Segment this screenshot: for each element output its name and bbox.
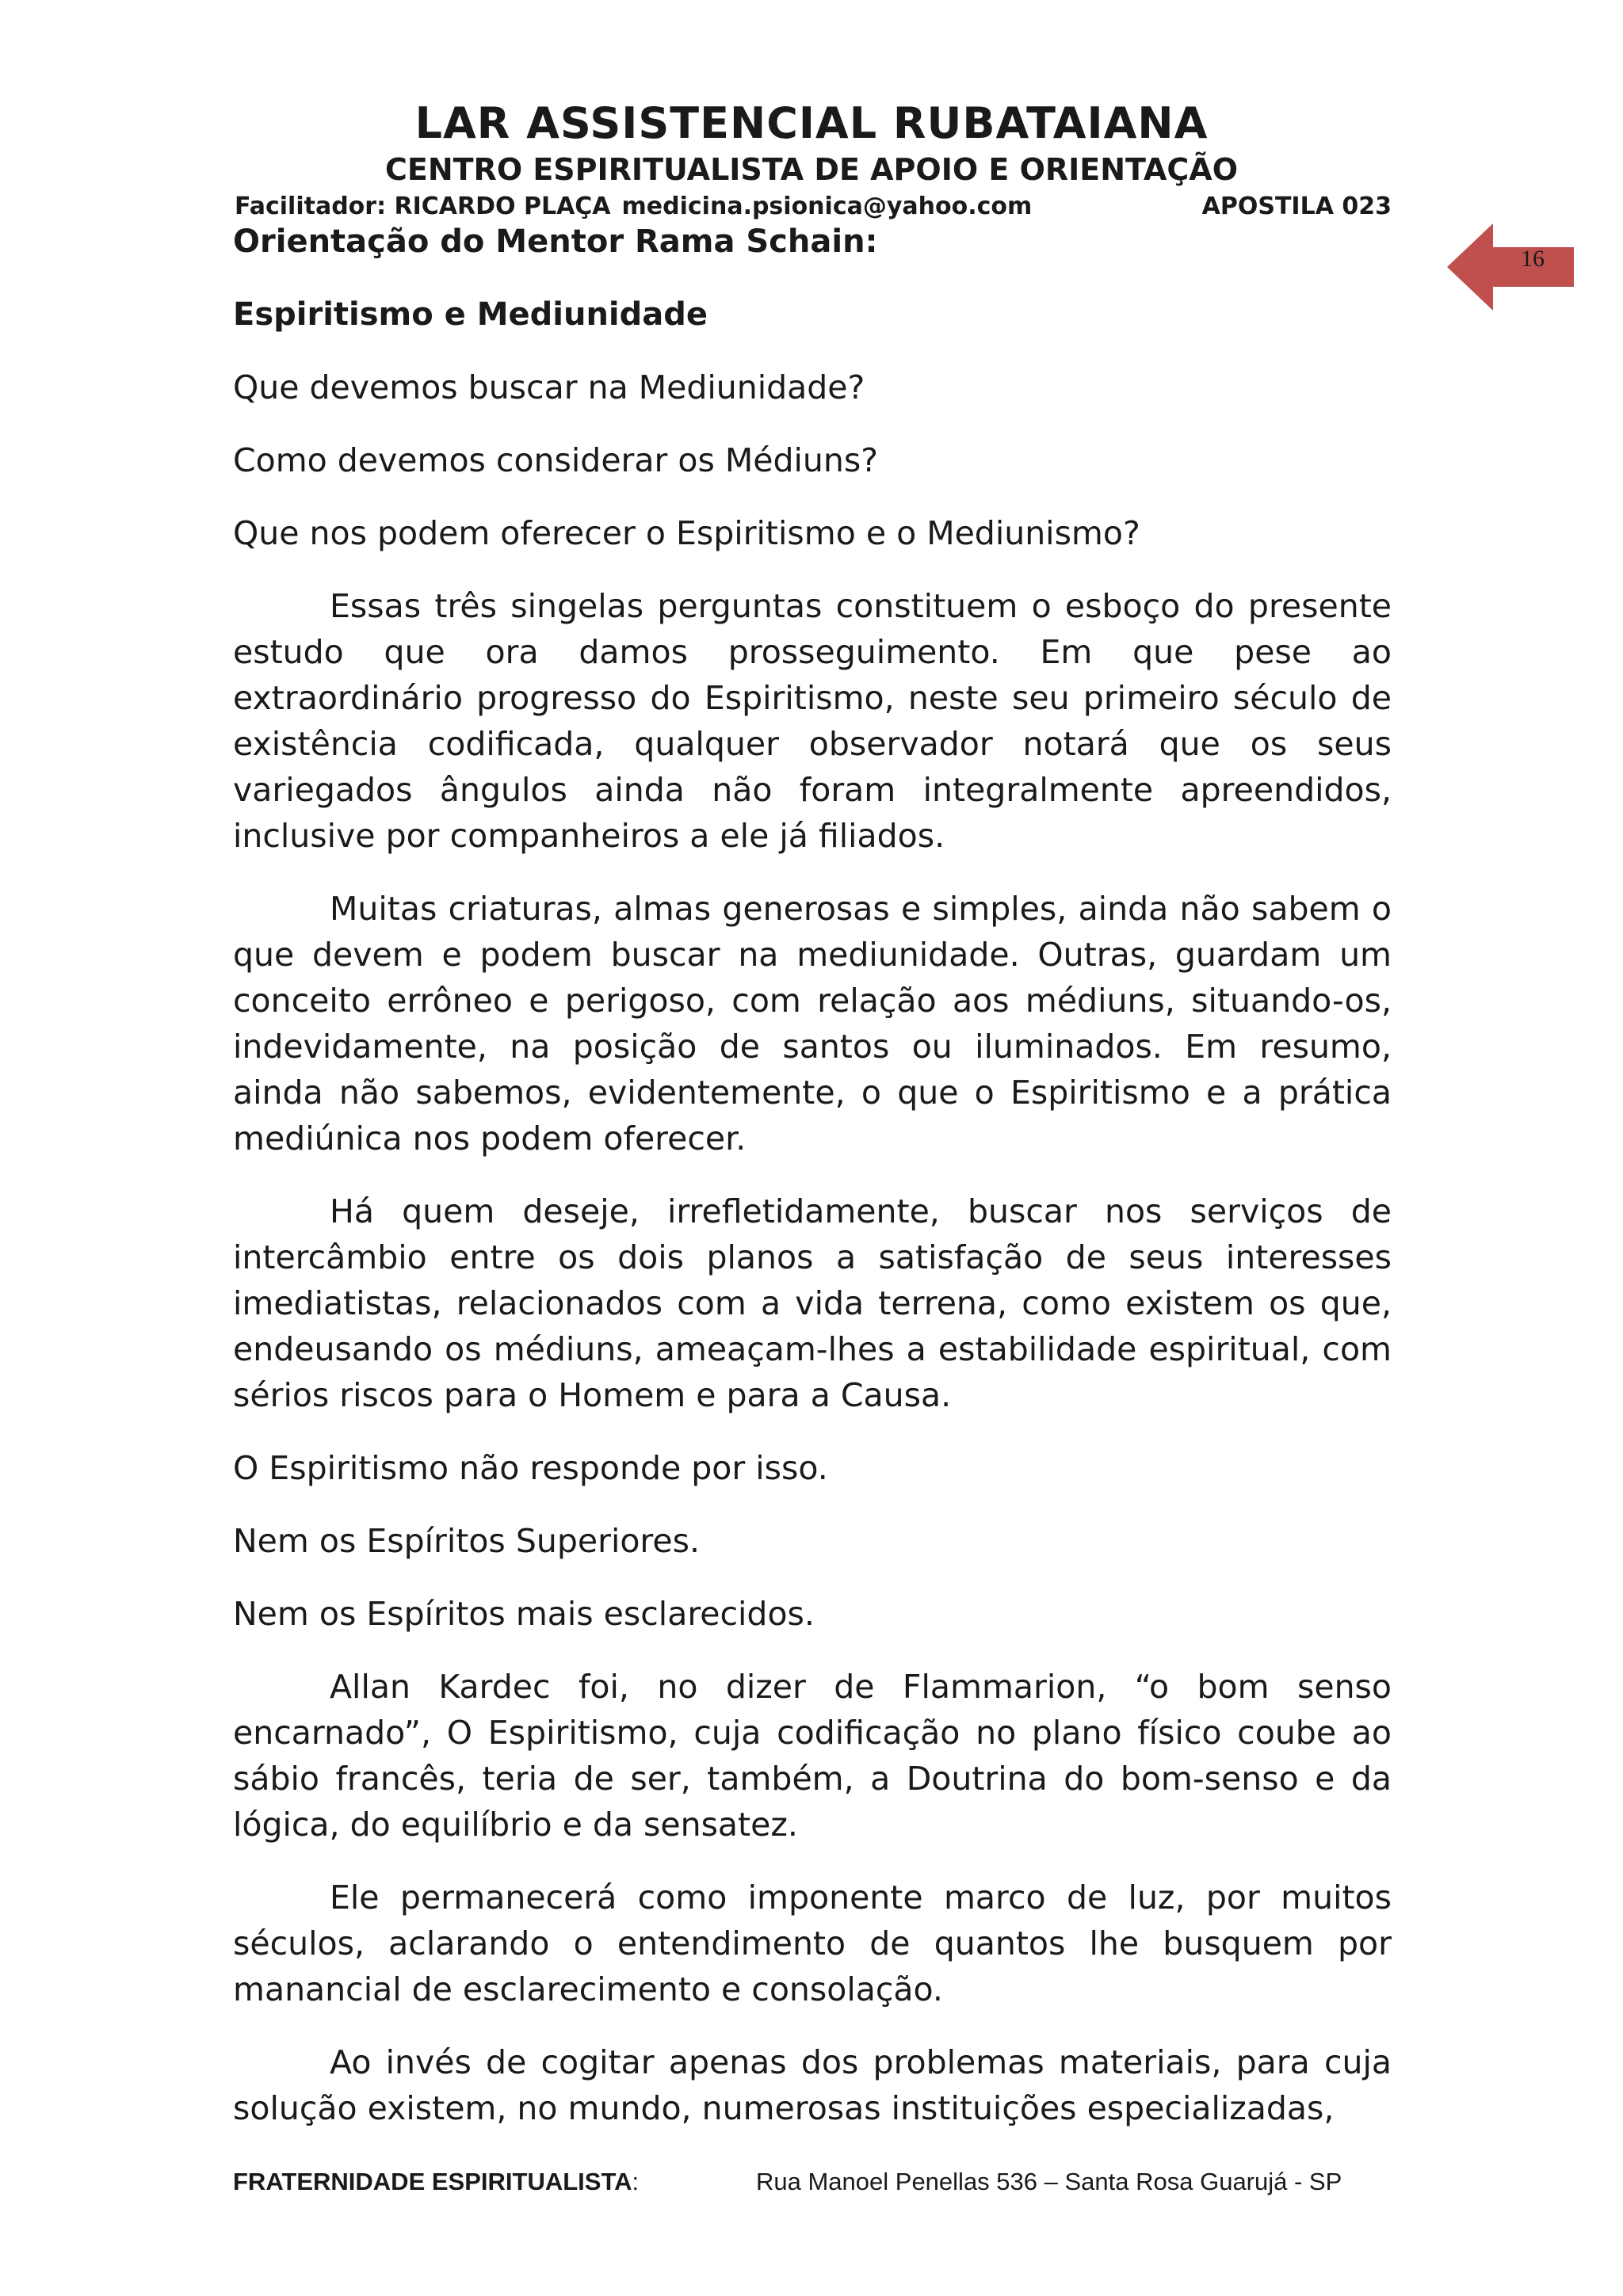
- statement-1: O Espiritismo não responde por isso.: [233, 1449, 828, 1487]
- document-body: [233, 219, 1392, 2131]
- paragraph-2: Muitas criaturas, almas generosas e simples, ainda não sabem o que devem e podem buscar na mediunidade. Outras, guardam um conceito errôneo e perigoso, com relação aos médiuns, situando-os, indevidamente, na posição de santos ou iluminados. Em resumo, ainda não sabemos, evidentemente, o que o Espiritismo e a prática mediúnica nos podem oferecer.: [233, 890, 1392, 1158]
- paragraph-5: Ele permanecerá como imponente marco de luz, por muitos séculos, aclarando o entendimento de quantos lhe busquem por manancial de esclarecimento e consolação.: [233, 1878, 1392, 2008]
- page-number: 16: [1521, 246, 1545, 272]
- question-1: Que devemos buscar na Mediunidade?: [233, 368, 865, 406]
- header-title: LAR ASSISTENCIAL RUBATAIANA: [414, 98, 1209, 148]
- question-2: Como devemos considerar os Médiuns?: [233, 441, 878, 479]
- statement-3: Nem os Espíritos mais esclarecidos.: [233, 1595, 815, 1633]
- statement-2: Nem os Espíritos Superiores.: [233, 1522, 700, 1560]
- section-title: Espiritismo e Mediunidade: [233, 296, 708, 333]
- question-3: Que nos podem oferecer o Espiritismo e o Mediunismo?: [233, 514, 1140, 552]
- page-number-badge: [1447, 223, 1574, 311]
- footer-colon: :: [632, 2168, 640, 2195]
- paragraph-3: Há quem deseje, irrefletidamente, buscar nos serviços de intercâmbio entre os dois planos a satisfação de seus interesses imediatistas, relacionados com a vida terrena, como existem os que, endeusando os médiuns, ameaçam-lhes a estabilidade espiritual, com sérios riscos para o Homem e para a Causa.: [233, 1192, 1392, 1414]
- page-footer: [233, 2168, 1392, 2199]
- paragraph-4: Allan Kardec foi, no dizer de Flammarion, “o bom senso encarnado”, O Espiritismo, cuja codificação no plano físico coube ao sábio francês, teria de ser, também, a Doutrina do bom-senso e da lógica, do equilíbrio e da sensatez.: [233, 1668, 1392, 1844]
- facilitator-email: medicina.psionica@yahoo.com: [621, 193, 1033, 220]
- footer-address: Rua Manoel Penellas 536 – Santa Rosa Guarujá - SP: [756, 2168, 1342, 2195]
- header-subtitle: CENTRO ESPIRITUALISTA DE APOIO E ORIENTAÇÃO: [384, 152, 1239, 187]
- footer-org-name: FRATERNIDADE ESPIRITUALISTA: [233, 2168, 632, 2195]
- mentor-heading: Orientação do Mentor Rama Schain:: [233, 223, 878, 260]
- paragraph-1: Essas três singelas perguntas constituem o esboço do presente estudo que ora damos prosseguimento. Em que pese ao extraordinário progresso do Espiritismo, neste seu primeiro século de existência codificada, qualquer observador notará que os seus variegados ângulos ainda não foram integralmente apreendidos, inclusive por companheiros a ele já filiados.: [233, 587, 1392, 855]
- apostila-number: APOSTILA 023: [1201, 193, 1392, 220]
- footer-org: [233, 2168, 639, 2196]
- facilitator-name: Facilitador: RICARDO PLAÇA: [235, 193, 611, 220]
- header-facilitator: [235, 193, 1032, 220]
- paragraph-6: Ao invés de cogitar apenas dos problemas materiais, para cuja solução existem, no mundo, numerosas instituições especializadas,: [233, 2043, 1392, 2127]
